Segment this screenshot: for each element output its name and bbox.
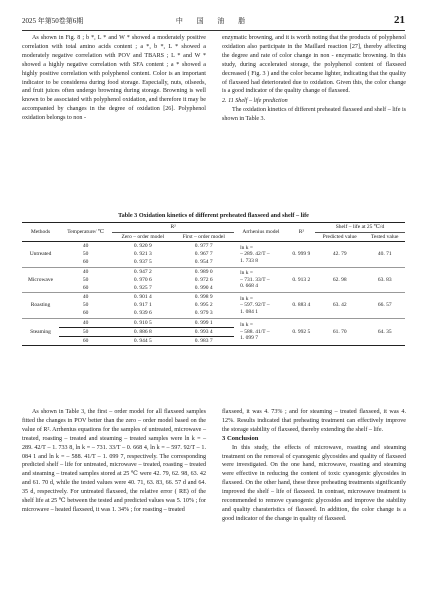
zero-order-cell: 0. 970 6 — [133, 276, 152, 283]
right-column-bottom — [222, 408, 406, 524]
col-arrhenius: Arrhenius model — [234, 223, 288, 242]
zero-order-cell: 0. 917 1 — [133, 302, 152, 309]
temperature-cell: 60 — [82, 259, 89, 266]
zero-order-cell: 0. 937 5 — [133, 259, 152, 266]
first-order-cell: 0. 972 6 — [194, 276, 213, 283]
arrhenius-line: ln k = — [240, 270, 254, 277]
journal-issue: 2025 年第50卷第6期 — [22, 17, 84, 25]
paragraph: In this study, the effects of microwave, roasting and steaming treatment on the removal of cyanogenic glycosides and quality of flaxseed were investigated. On the one hand, microwave, roasting and steaming were effective in reducing the content of toxic cyanogenic glycosides in flaxseed. On the other hand, these three preheating treatments significantly improved the shelf – life of flaxseed. In contrast, microwave treatment is recommended to remove cyanogenic glycosides and improve the stability and quality charateristics of flaxseed. In addition, the color change is a good indicator of the change in quality of flaxseed. — [222, 444, 406, 522]
arrhenius-line: 1. 733 8 — [240, 257, 258, 264]
zero-order-cell: 0. 886 8 — [112, 328, 173, 337]
col-methods: Methods — [22, 223, 59, 242]
first-order-cell: 0. 979 3 — [194, 310, 213, 317]
paragraph: The oxidation kinetics of different preheated flaxseed and shelf – life is shown in Table 3. — [222, 107, 407, 123]
temperature-cell: 40 — [82, 242, 89, 249]
col-r2: R² — [288, 223, 315, 242]
method-cell: Untreated — [29, 251, 52, 258]
r2-cell: 0. 992 5 — [288, 318, 315, 346]
arrhenius-cell — [234, 242, 288, 268]
paragraph: As shown in Table 3, the first – order model for all flaxseed samples fitted the changes in POV better than the zero – order model based on the value of R². Arrhenius equations for the samples of untreated, microwave – treated, roasting – treated and steaming – treated samples were ln k = – 289. 42/T – 1. 733 8, ln k = – 731. 33/T – 0. 668 4, ln k = – 597. 92/T – 1. 084 1 and ln k = – 588. 41/T – 1. 099 7, respectively. The corresponding predicted shelf – life for untreated, microwave – treated, roasting – treated and steaming – treated samples stored at 25 ℃ were 42. 79, 62. 98, 63. 42 and 61. 70 d, while the tested values were 40. 71, 63. 83, 66. 57 d and 64. 35 d, respectively. For untreated flaxseed, the relative error ( RE) of the shelf life at 25 ℃ between the tested and predicted values was 5. 10% ; for microwave – heated flaxseed, it was 1. 34% ; for roasting – treated — [22, 409, 206, 513]
zero-order-cell: 0. 920 9 — [133, 242, 152, 249]
arrhenius-line: ln k = — [240, 322, 254, 329]
zero-order-cell: 0. 947 2 — [112, 267, 173, 276]
method-cell: Steaming — [22, 318, 59, 346]
paragraph: flaxseed, it was 4. 73% ; and for steaming – treated flaxseed, it was 4. 12%. Results indicated that preheating treatment can effectively improve the storage stability of flaxseed, thereby extending the shelf – life. — [222, 409, 406, 433]
arrhenius-line: – 731. 33/T – — [240, 276, 270, 283]
table-row — [22, 293, 405, 302]
arrhenius-cell — [234, 267, 288, 293]
table-body — [22, 242, 405, 346]
predicted-cell: 63. 42 — [315, 293, 364, 319]
arrhenius-line: 1. 099 7 — [240, 335, 258, 342]
paragraph: enzymatic browning, and it is worth noting that the products of polyphenol oxidation also participate in the Maillard reaction [27], thereby affecting the degree and rate of color change in non - enzymatic browning. In this study, during accelerated storage, the polyphenol content of flaxseed decreased ( Fig. 3 ) and the color became lighter, indicating that the quality of flaxseed had deteriorated due to oxidation. Given this, the color change is a good indicator of the quality change of flaxseed. — [222, 35, 406, 95]
first-order-cell: 0. 999 1 — [173, 318, 234, 327]
page-number: 21 — [394, 14, 405, 26]
r2-cell: 0. 999 9 — [292, 251, 311, 258]
zero-order-cell: 0. 939 6 — [133, 310, 152, 317]
col-zero-order: Zero – order model — [112, 232, 173, 242]
section-heading: 3 Conclusion — [222, 434, 259, 442]
kinetics-table — [22, 222, 405, 346]
first-order-cell: 0. 954 7 — [194, 259, 213, 266]
arrhenius-line: – 597. 92/T – — [240, 302, 270, 309]
running-header — [22, 14, 405, 26]
temperature-cell: 40 — [59, 293, 112, 302]
method-cell: Microwave — [22, 267, 59, 293]
first-order-cell: 0. 998 9 — [173, 293, 234, 302]
tested-cell: 40. 71 — [377, 251, 392, 258]
header-rule — [22, 30, 405, 31]
predicted-cell: 42. 79 — [332, 251, 347, 258]
arrhenius-line: – 289. 42/T – — [240, 251, 270, 258]
r2-cell: 0. 883 4 — [288, 293, 315, 319]
zero-order-cell: 0. 910 5 — [112, 318, 173, 327]
col-predicted: Predicted value — [315, 232, 364, 242]
arrhenius-cell — [234, 318, 288, 346]
zero-order-cell: 0. 921 3 — [133, 251, 152, 258]
first-order-cell: 0. 983 7 — [173, 337, 234, 346]
tested-cell: 63. 83 — [364, 267, 405, 293]
temperature-cell: 50 — [82, 251, 89, 258]
journal-title: 中 国 油 脂 — [175, 17, 252, 25]
tested-cell: 64. 35 — [364, 318, 405, 346]
arrhenius-line: – 588. 41/T – — [240, 328, 270, 335]
first-order-cell: 0. 993 4 — [173, 328, 234, 337]
temperature-cell: 50 — [82, 276, 89, 283]
first-order-cell: 0. 989 0 — [173, 267, 234, 276]
first-order-cell: 0. 967 7 — [194, 251, 213, 258]
zero-order-cell: 0. 901 4 — [112, 293, 173, 302]
temperature-cell: 60 — [82, 310, 89, 317]
arrhenius-line: 0. 668 4 — [240, 283, 258, 290]
section-heading: 2. 11 Shelf – life prediction — [222, 98, 288, 105]
table-caption: Table 3 Oxidation kinetics of different preheated flaxseed and shelf – life — [118, 212, 309, 219]
table-row — [22, 267, 405, 276]
predicted-cell: 62. 98 — [315, 267, 364, 293]
zero-order-cell: 0. 944 5 — [112, 337, 173, 346]
paragraph: As shown in Fig. 8 ; b *, L * and W * showed a moderately positive correlation with total amino acids content ; a *, b *, L * showed a moderately negative correlation with POV and TBARS ; L * and W * showed a highly negative correlation with SFA content ; a * showed a highly positive correlation with polyphenol content. Color is an important indicator to be considerea during food storage. Especially, nuts, oilseeds, and fruit juices often undergo browning during storage. Browning is well known to be associated with polyphenol oxidation, and therefore it may be accompanied by changes in the degree of oxidation [26]. Polyphenol oxidation belongs to non - — [22, 35, 206, 122]
table-row — [22, 318, 405, 327]
right-column-top — [222, 34, 406, 124]
arrhenius-line: ln k = — [240, 244, 254, 251]
tested-cell: 66. 57 — [364, 293, 405, 319]
zero-order-cell: 0. 925 7 — [133, 284, 152, 291]
arrhenius-line: 1. 084 1 — [240, 308, 258, 315]
col-first-order: First – order model — [173, 232, 234, 242]
predicted-cell: 61. 70 — [315, 318, 364, 346]
temperature-cell: 60 — [59, 337, 112, 346]
col-shelf-group: Shelf – life at 25 ℃/d — [315, 223, 405, 233]
temperature-cell: 50 — [82, 302, 89, 309]
temperature-cell: 40 — [59, 267, 112, 276]
method-cell: Roasting — [22, 293, 59, 319]
col-r2-group: R² — [112, 223, 234, 233]
col-temperature: Temperature/ ℃ — [59, 223, 112, 242]
table-row — [22, 242, 405, 251]
arrhenius-cell — [234, 293, 288, 319]
arrhenius-line: ln k = — [240, 295, 254, 302]
first-order-cell: 0. 977 7 — [194, 242, 213, 249]
first-order-cell: 0. 990 4 — [194, 284, 213, 291]
temperature-cell: 40 — [59, 318, 112, 327]
r2-cell: 0. 913 2 — [288, 267, 315, 293]
first-order-cell: 0. 995 2 — [194, 302, 213, 309]
col-tested: Tested value — [364, 232, 405, 242]
temperature-cell: 60 — [82, 284, 89, 291]
left-column-top — [22, 34, 206, 123]
temperature-cell: 50 — [59, 328, 112, 337]
left-column-bottom — [22, 408, 206, 515]
